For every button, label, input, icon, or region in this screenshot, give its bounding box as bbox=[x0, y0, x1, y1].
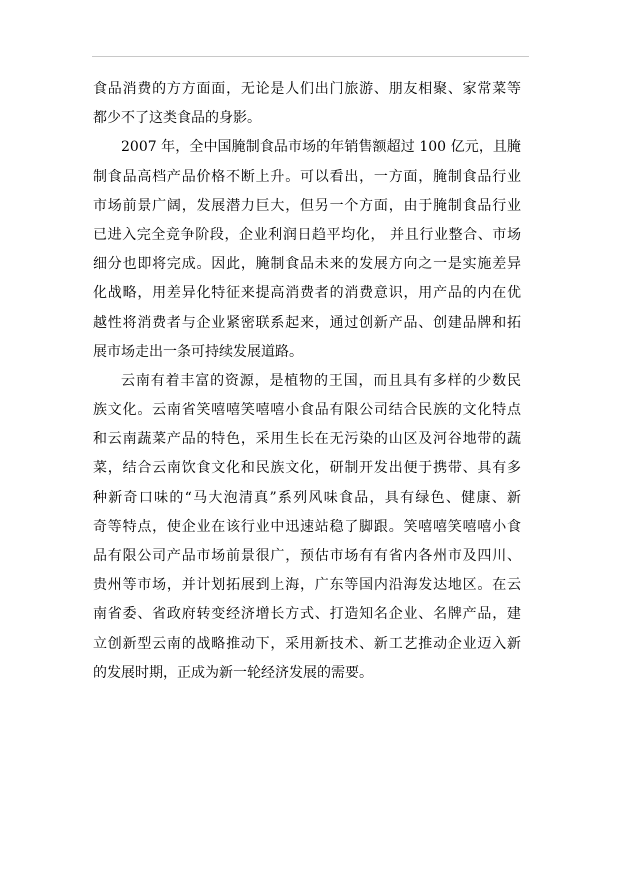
text-line: 贵州等市场，并计划拓展到上海，广东等国内沿海发达地区。在云 bbox=[93, 577, 521, 594]
header-divider bbox=[92, 56, 529, 57]
text-line: 细分也即将完成。因此，腌制食品未来的发展方向之一是实施差异 bbox=[93, 256, 521, 273]
text-line: 都少不了这类食品的身影。 bbox=[93, 110, 261, 127]
text-line: 食品消费的方方面面，无论是人们出门旅游、朋友相聚、家常菜等 bbox=[93, 81, 521, 97]
text-line: 族文化。云南省笑嘻嘻笑嘻嘻小食品有限公司结合民族的文化特点 bbox=[93, 402, 521, 419]
text-line: 的发展时期，正成为新一轮经济发展的需要。 bbox=[93, 664, 373, 681]
text-line: 已进入完全竞争阶段，企业利润日趋平均化， 并且行业整合、市场 bbox=[93, 226, 521, 243]
paragraph-start-line: 云南有着丰富的资源，是植物的王国，而且具有多样的少数民 bbox=[121, 372, 521, 389]
text-line: 品有限公司产品市场前景很广，预估市场有有省内各州市及四川、 bbox=[93, 548, 521, 564]
text-line: 立创新型云南的战略推动下，采用新技术、新工艺推动企业迈入新 bbox=[93, 635, 521, 652]
text-line: 越性将消费者与企业紧密联系起来，通过创新产品、创建品牌和拓 bbox=[93, 314, 521, 331]
text-line: 种新奇口味的“马大泡清真”系列风味食品，具有绿色、健康、新 bbox=[93, 489, 521, 506]
text-line: 和云南蔬菜产品的特色，采用生长在无污染的山区及河谷地带的蔬 bbox=[93, 431, 521, 448]
text-line: 市场前景广阔，发展潜力巨大，但另一个方面，由于腌制食品行业 bbox=[93, 197, 521, 214]
text-line: 化战略，用差异化特征来提高消费者的消费意识，用产品的内在优 bbox=[93, 285, 521, 302]
paragraph-start-line: 2007 年，全中国腌制食品市场的年销售额超过 100 亿元，且腌 bbox=[121, 139, 521, 156]
text-line: 菜，结合云南饮食文化和民族文化，研制开发出便于携带、具有多 bbox=[93, 460, 521, 477]
text-line: 展市场走出一条可持续发展道路。 bbox=[93, 343, 303, 360]
text-line: 制食品高档产品价格不断上升。可以看出，一方面，腌制食品行业 bbox=[93, 168, 521, 185]
text-line: 南省委、省政府转变经济增长方式、打造知名企业、名牌产品，建 bbox=[93, 606, 521, 623]
text-line: 奇等特点，使企业在该行业中迅速站稳了脚跟。笑嘻嘻笑嘻嘻小食 bbox=[93, 518, 521, 535]
document-body bbox=[93, 78, 533, 691]
